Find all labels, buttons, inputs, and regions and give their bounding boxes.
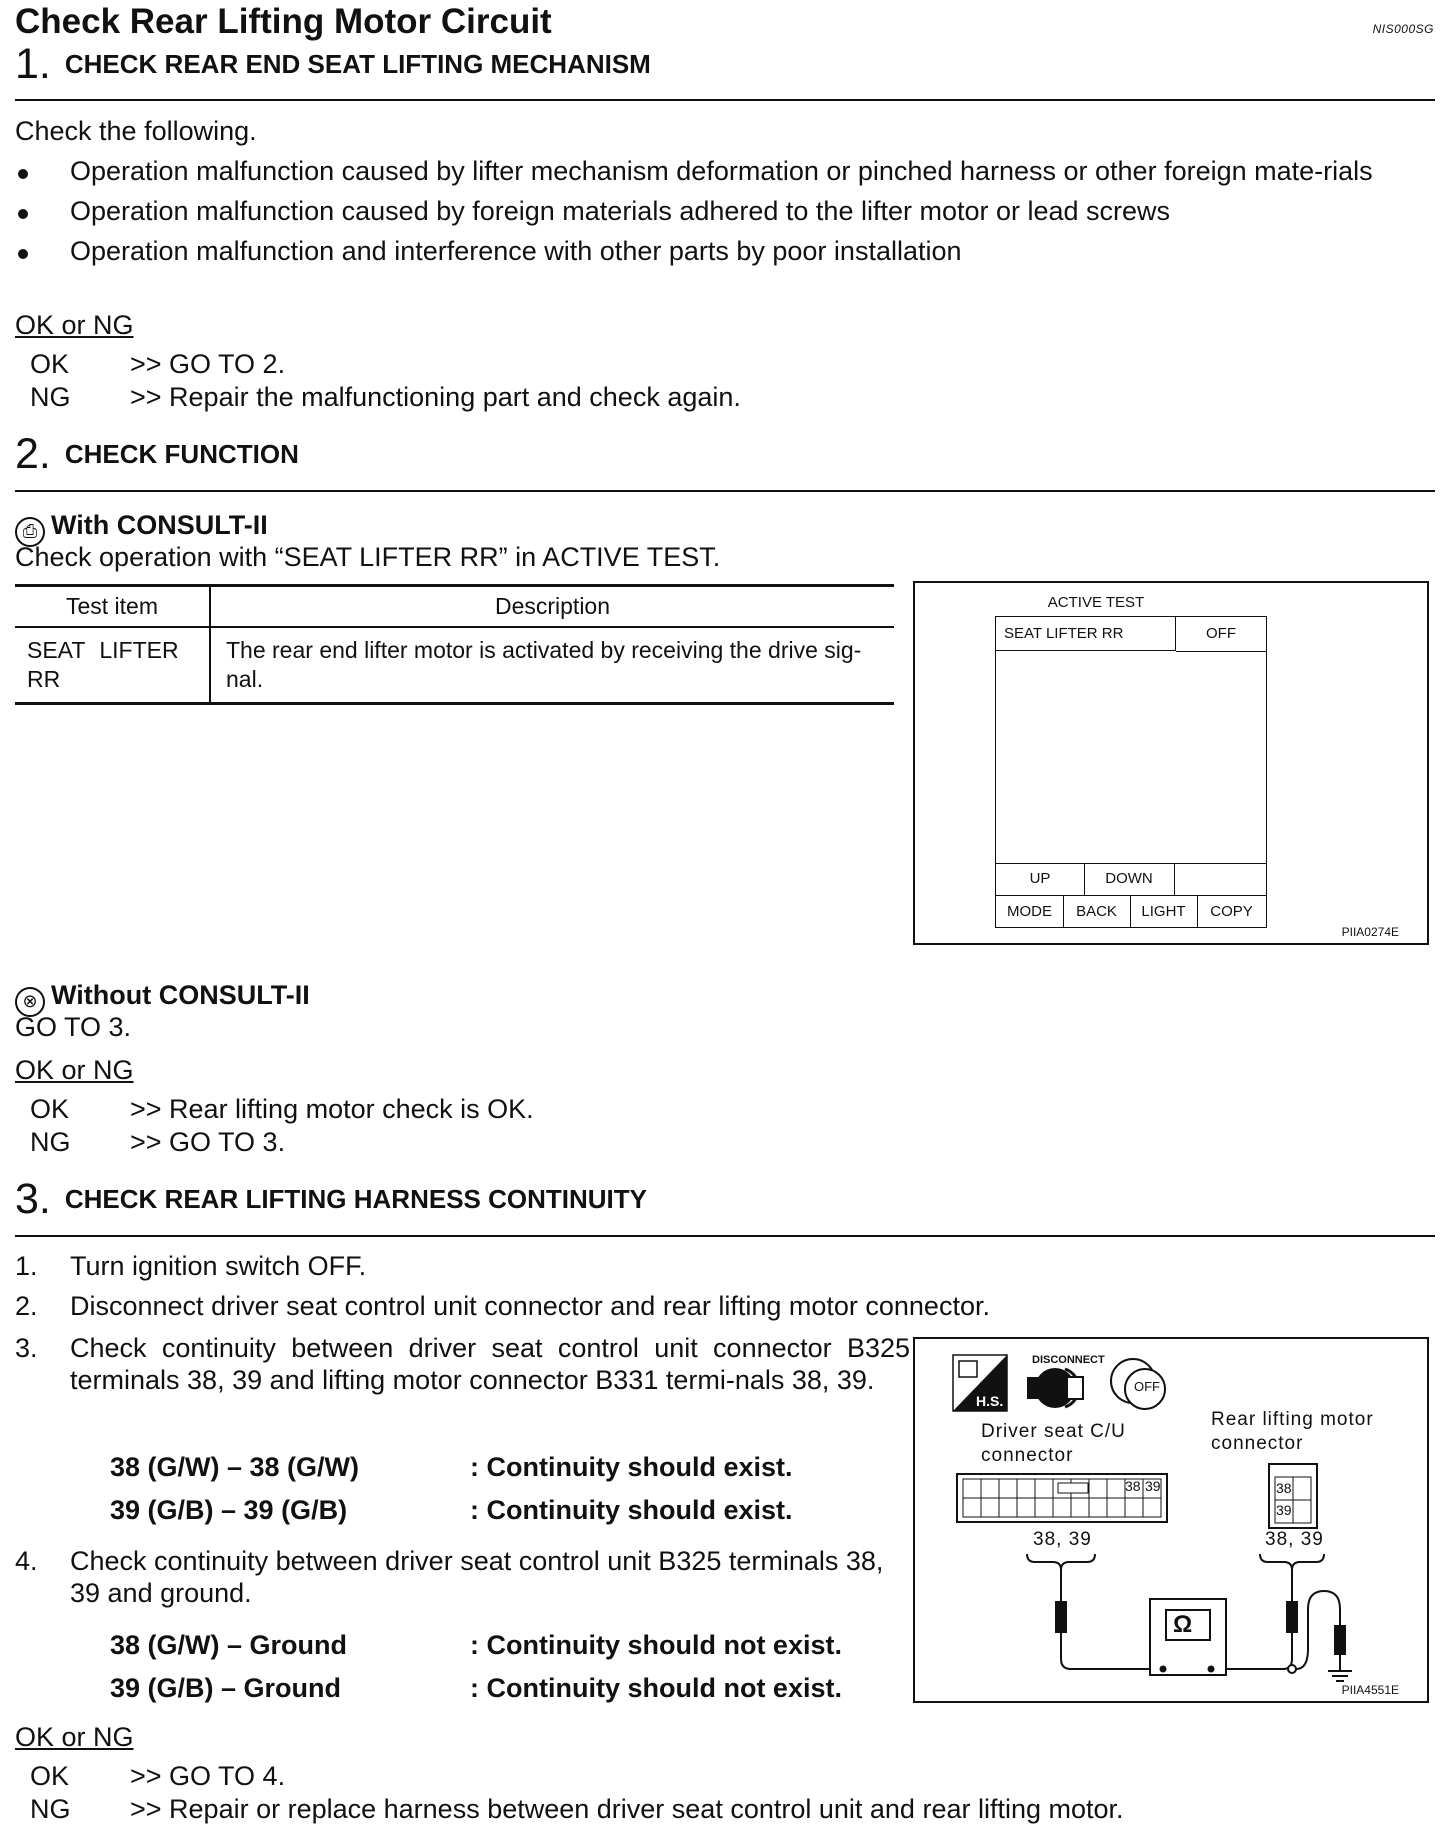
disconnect-label: DISCONNECT <box>1032 1354 1105 1366</box>
list-item: Operation malfunction caused by foreign materials adhered to the lifter motor or lead screws <box>15 195 1435 228</box>
screen-item-value: OFF <box>1176 617 1266 652</box>
with-consult-heading: ⎙ With CONSULT-II <box>15 510 268 547</box>
step2-number: 2. <box>15 430 51 478</box>
ground-icon <box>1328 1671 1352 1681</box>
list-item: 3. Check continuity between driver seat control unit connector B325 terminals 38, 39 and lifting motor connector B331 termi-nals 38, 39. <box>15 1333 910 1395</box>
spec-row: 38 (G/W) – 38 (G/W) : Continuity should exist. <box>110 1452 793 1482</box>
light-button[interactable]: LIGHT <box>1130 896 1198 927</box>
test-table <box>15 584 894 705</box>
up-button[interactable]: UP <box>996 863 1085 895</box>
without-consult-text: GO TO 3. <box>15 1012 132 1042</box>
bullet-icon <box>18 249 28 259</box>
terminal-38: 38 <box>1125 1478 1141 1494</box>
list-item: 2. Disconnect driver seat control unit connector and rear lifting motor connector. <box>15 1291 990 1321</box>
bullet-icon <box>18 169 28 179</box>
driver-connector-label-2: connector <box>981 1445 1074 1466</box>
okng-label: OK or NG <box>15 1722 134 1752</box>
list-item: Operation malfunction caused by lifter mechanism deformation or pinched harness or other foreign mate-rials <box>15 155 1450 188</box>
step2-heading <box>15 430 299 479</box>
table-row <box>15 627 894 702</box>
probe-left <box>1055 1601 1067 1633</box>
okng-label: OK or NG <box>15 310 134 340</box>
pins-right-label: 38, 39 <box>1265 1529 1324 1550</box>
back-button[interactable]: BACK <box>1063 896 1131 927</box>
screen-title: ACTIVE TEST <box>1047 594 1145 611</box>
step1-number: 1. <box>15 40 51 88</box>
divider <box>15 1235 1435 1237</box>
bullet-icon <box>18 209 28 219</box>
figure-code: PIIA4551E <box>1341 1683 1399 1697</box>
step3-list-continued <box>15 1332 910 1404</box>
list-item: 4. Check continuity between driver seat control unit B325 terminals 38, 39 and ground. <box>15 1546 884 1608</box>
rear-connector-label-1: Rear lifting motor <box>1211 1409 1374 1430</box>
table-header: Description <box>210 587 894 627</box>
divider <box>15 99 1435 101</box>
result-ng: NG >> Repair or replace harness between driver seat control unit and rear lifting motor. <box>30 1794 1124 1824</box>
step3-number: 3. <box>15 1175 51 1223</box>
terminal-38: 38 <box>1276 1480 1292 1496</box>
document-code: NIS000SG <box>1372 22 1434 36</box>
step3-list <box>15 1250 1435 1330</box>
step1-title: CHECK REAR END SEAT LIFTING MECHANISM <box>64 49 651 79</box>
result-ok: OK >> GO TO 4. <box>30 1761 286 1791</box>
driver-connector-label-1: Driver seat C/U <box>981 1421 1126 1442</box>
copy-button[interactable]: COPY <box>1210 903 1253 920</box>
divider <box>15 490 1435 492</box>
continuity-diagram <box>913 1337 1429 1703</box>
list-item: Operation malfunction and interference with other parts by poor installation <box>15 235 1435 268</box>
off-label: OFF <box>1134 1379 1160 1394</box>
spec-row: 39 (G/B) – 39 (G/B) : Continuity should exist. <box>110 1495 793 1525</box>
result-ok: OK >> GO TO 2. <box>30 349 286 379</box>
table-header: Test item <box>15 587 210 627</box>
pins-left-label: 38, 39 <box>1033 1529 1092 1550</box>
active-test-figure <box>913 581 1429 945</box>
spec-row: 38 (G/W) – Ground : Continuity should not exist. <box>110 1630 842 1660</box>
ground-wire <box>1296 1591 1340 1669</box>
step1-bullet-list <box>15 155 1435 275</box>
rear-connector-label-2: connector <box>1211 1433 1304 1454</box>
page-title: Check Rear Lifting Motor Circuit <box>15 2 552 41</box>
left-brace <box>1027 1554 1095 1570</box>
figure-code: PIIA0274E <box>1341 925 1399 939</box>
step3-heading <box>15 1175 647 1224</box>
screen-item-name: SEAT LIFTER RR <box>996 617 1176 651</box>
ohm-icon: Ω <box>1173 1611 1193 1638</box>
step3-list-continued <box>15 1545 895 1617</box>
probe-ground <box>1334 1625 1346 1655</box>
terminal-39: 39 <box>1145 1478 1161 1494</box>
table-cell: The rear end lifter motor is activated by receiving the drive sig-nal. <box>226 637 862 692</box>
okng-label: OK or NG <box>15 1055 134 1085</box>
probe-right <box>1286 1601 1298 1633</box>
hs-label: H.S. <box>976 1393 1004 1409</box>
spec-row: 39 (G/B) – Ground : Continuity should not exist. <box>110 1673 842 1703</box>
down-button[interactable]: DOWN <box>1084 863 1175 895</box>
list-item: 1. Turn ignition switch OFF. <box>15 1251 367 1281</box>
step3-title: CHECK REAR LIFTING HARNESS CONTINUITY <box>64 1184 647 1214</box>
result-ng: NG >> GO TO 3. <box>30 1127 286 1157</box>
rear-motor-connector <box>1269 1464 1317 1528</box>
result-ng: NG >> Repair the malfunctioning part and check again. <box>30 382 741 412</box>
terminal-39: 39 <box>1276 1502 1292 1518</box>
step1-heading <box>15 40 651 89</box>
result-ok: OK >> Rear lifting motor check is OK. <box>30 1094 534 1124</box>
table-cell: SEAT LIFTER RR <box>15 627 210 702</box>
no-consult-icon: ⊗ <box>15 987 45 1017</box>
mode-button[interactable]: MODE <box>996 896 1064 927</box>
with-consult-text: Check operation with “SEAT LIFTER RR” in ACTIVE TEST. <box>15 542 721 572</box>
disconnect-icon <box>1027 1368 1083 1408</box>
right-brace <box>1260 1554 1324 1570</box>
without-consult-heading: ⊗ Without CONSULT-II <box>15 980 310 1017</box>
step2-title: CHECK FUNCTION <box>64 439 299 469</box>
consult-icon: ⎙ <box>15 517 45 547</box>
step1-intro: Check the following. <box>15 116 257 146</box>
consult-screen <box>995 616 1267 928</box>
